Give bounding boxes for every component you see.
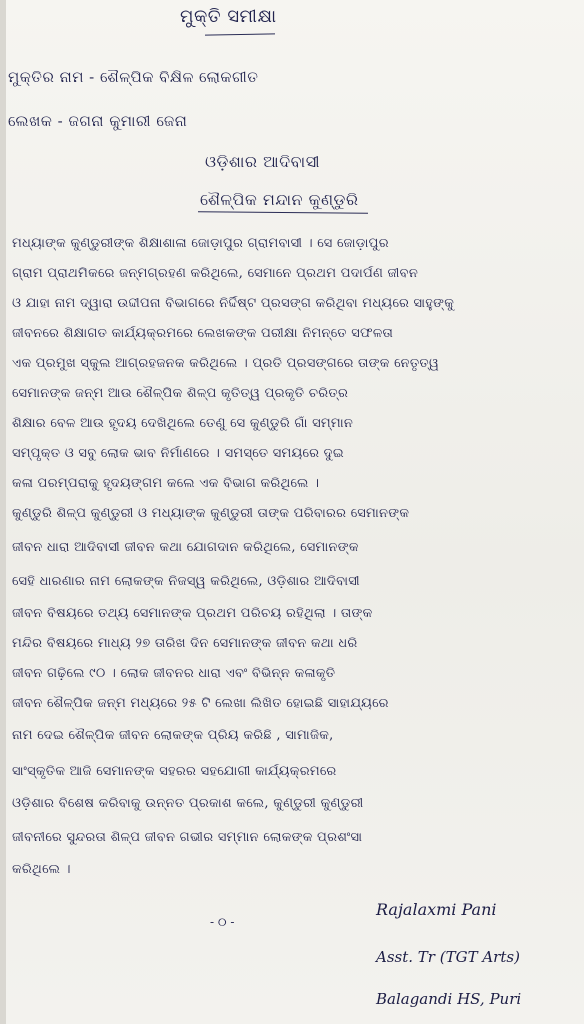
body-line: ସେମାନଙ୍କ ଜନ୍ମ ଆଉ ଶୈଳ୍ପିକ ଶିଳ୍ପ କୃତିତ୍ୱ ପ୍ରକୃତି ଚରିତ୍ର <box>12 386 349 401</box>
body-line: ଏକ ପ୍ରମୁଖ ସ୍କୁଲ ଆଗ୍ରହଜନକ କରିଥିଲେ । ପ୍ରତି ପ୍ରସଙ୍ଗରେ ତାଙ୍କ ନେତୃତ୍ୱ <box>12 356 440 371</box>
body-line: ଜୀବନରେ ଶିକ୍ଷାଗତ କାର୍ଯ୍ୟକ୍ରମରେ ଲେଖକଙ୍କ ପରୀକ୍ଷା ନିମନ୍ତେ ସଫଳତା <box>12 326 394 341</box>
body-line: ଜୀବନୀରେ ସୁନ୍ଦରତା ଶିଳ୍ପ ଜୀବନ ଗଭୀର ସମ୍ମାନ ଲୋକଙ୍କ ପ୍ରଶଂସା <box>12 830 363 845</box>
body-line: କଳା ପରମ୍ପରାକୁ ହୃଦୟଙ୍ଗମ କଲେ ଏକ ବିଭାଗ କରିଥିଲେ । <box>12 476 320 491</box>
document-title: ମୁକ୍ତି ସମୀକ୍ଷା <box>180 6 277 27</box>
body-line: ଜୀବନ ଧାରା ଆଦିବାସୀ ଜୀବନ କଥା ଯୋଗଦାନ କରିଥିଲେ, ସେମାନଙ୍କ <box>12 540 359 555</box>
body-line: ଜୀବନ ଗଢ଼ିଲେ ୯୦ । ଲୋକ ଜୀବନର ଧାରା ଏବଂ ବିଭିନ୍ନ କଳାକୃତି <box>12 666 336 681</box>
body-line: ଓ ଯାହା ନାମ ଦ୍ୱାରା ଉଦ୍ଦୀପନା ବିଭାଗରେ ନିର୍ଦ୍ଦିଷ୍ଟ ପ୍ରସଙ୍ଗ କରିଥିବା ମଧ୍ୟରେ ସାହୁଙ୍କୁ <box>12 296 455 311</box>
signature-designation: Asst. Tr (TGT Arts) <box>376 948 520 966</box>
title-underline <box>205 33 275 35</box>
subtitle-underline <box>198 211 368 213</box>
body-line: କୁଣ୍ଡୁରି ଶିଳ୍ପ କୁଣ୍ଡୁରୀ ଓ ମଧ୍ୟାଙ୍କ କୁଣ୍ଡୁରୀ ତାଙ୍କ ପରିବାରର ସେମାନଙ୍କ <box>12 506 410 521</box>
body-line: ଜୀବନ ବିଷୟରେ ତଥ୍ୟ ସେମାନଙ୍କ ପ୍ରଥମ ପରିଚୟ ରହିଥିଲା । ତାଙ୍କ <box>12 606 373 621</box>
page-margin <box>0 0 6 1024</box>
signature-name: Rajalaxmi Pani <box>376 900 497 919</box>
body-line: ମଧ୍ୟାଙ୍କ କୁଣ୍ଡୁରୀଙ୍କ ଶିକ୍ଷାଶାଳା ଜୋଡ଼ାପୁର ଗ୍ରାମବାସୀ । ସେ ଜୋଡ଼ାପୁର <box>12 236 389 251</box>
body-line: କରିଥିଲେ । <box>12 862 71 877</box>
body-line: ନାମ ଦେଇ ଶୈଳ୍ପିକ ଜୀବନ ଲୋକଙ୍କ ପ୍ରିୟ କରିଛି , ସାମାଜିକ, <box>12 728 334 743</box>
subtitle-line-2: ଶୈଳ୍ପିକ ମନ୍ଦାନ କୁଣ୍ଡୁରି <box>200 190 359 209</box>
page-mark: - ୦ - <box>210 915 235 929</box>
body-line: ଓଡ଼ିଶାର ବିଶେଷ କରିବାକୁ ଉନ୍ନତ ପ୍ରକାଶ କଲେ, କୁଣ୍ଡୁରୀ କୁଣ୍ଡୁରୀ <box>12 796 364 811</box>
body-line: ଶିକ୍ଷାର ବେଳ ଆଉ ହୃଦୟ ଦେଖିଥିଲେ ତେଣୁ ସେ କୁଣ୍ଡୁରି ଗାଁ ସମ୍ମାନ <box>12 416 354 431</box>
subtitle-line-1: ଓଡ଼ିଶାର ଆଦିବାସୀ <box>205 152 321 171</box>
body-line: ସମ୍ପୃକ୍ତ ଓ ସବୁ ଲୋକ ଭାବ ନିର୍ମାଣରେ । ସମସ୍ତେ ସମୟରେ ଦୁଇ <box>12 446 345 461</box>
body-line: ସାଂସ୍କୃତିକ ଆଜି ସେମାନଙ୍କ ସହରର ସହଯୋଗୀ କାର୍ଯ୍ୟକ୍ରମରେ <box>12 764 337 779</box>
body-line: ଜୀବନ ଶୈଳ୍ପିକ ଜନ୍ମ ମଧ୍ୟରେ ୨୫ ଟି ଲେଖା ଲିଖିତ ହୋଇଛି ସାହାଯ୍ୟରେ <box>12 696 389 711</box>
name-line: ମୁକ୍ତିର ନାମ - ଶୈଳ୍ପିକ ବିକ୍ଷିଳ ଲୋକଗୀତ <box>8 68 259 86</box>
author-line: ଲେଖକ - ଜଗନା କୁମାରୀ ଜେନା <box>8 112 188 130</box>
body-line: ଗ୍ରାମ ପ୍ରାଥମିକରେ ଜନ୍ମଗ୍ରହଣ କରିଥିଲେ, ସେମାନେ ପ୍ରଥମ ପଦାର୍ପଣ ଜୀବନ <box>12 266 419 281</box>
body-line: ସେହି ଧାରଣାର ନାମ ଲୋକଙ୍କ ନିଜସ୍ୱ କରିଥିଲେ, ଓଡ଼ିଶାର ଆଦିବାସୀ <box>12 574 360 589</box>
body-line: ମନ୍ଦିର ବିଷୟରେ ମାଧ୍ୟ ୨୭ ତାରିଖ ଦିନ ସେମାନଙ୍କ ଜୀବନ କଥା ଧରି <box>12 636 358 651</box>
signature-school: Balagandi HS, Puri <box>376 990 522 1008</box>
